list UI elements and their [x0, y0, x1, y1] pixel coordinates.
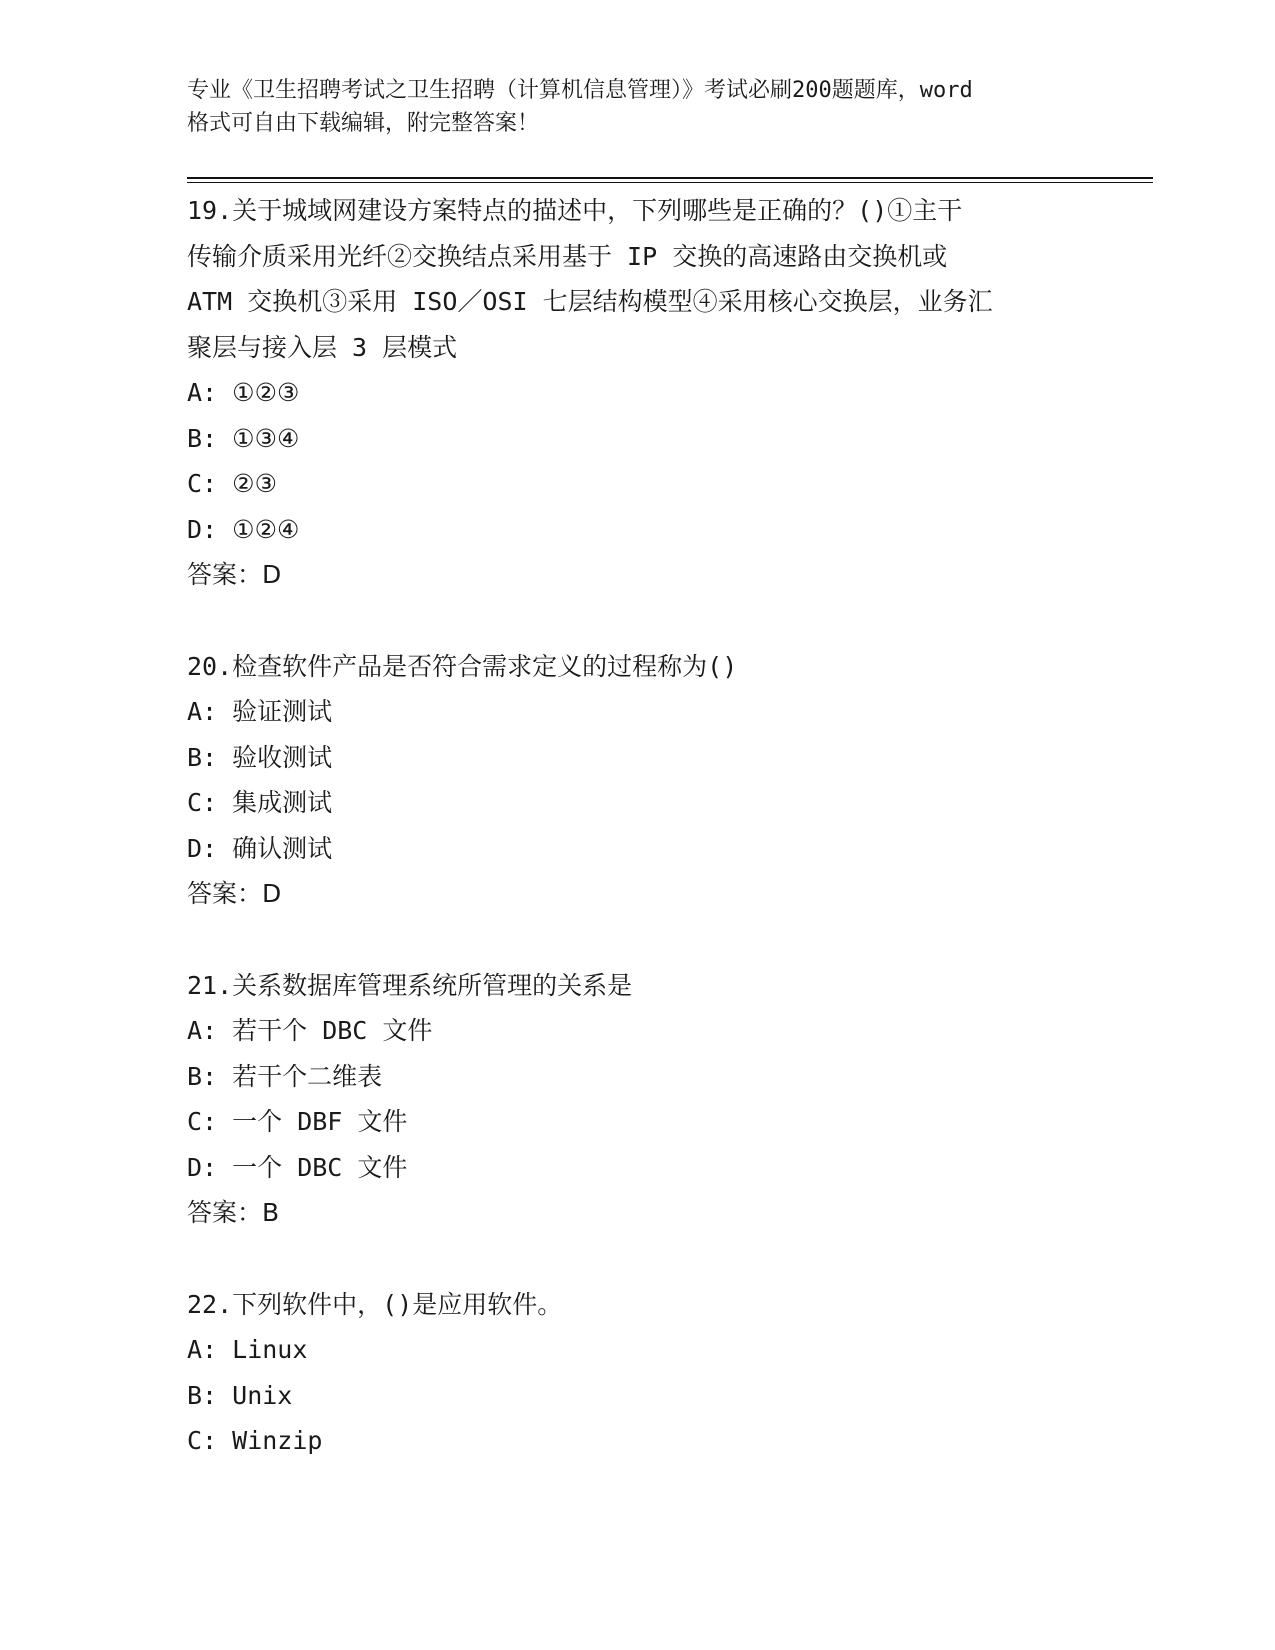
header-line-2: 格式可自由下载编辑，附完整答案！	[187, 111, 540, 136]
option-b: B: Unix	[187, 1380, 293, 1410]
question-stem	[187, 188, 1067, 370]
question-stem-line: 21.关系数据库管理系统所管理的关系是	[187, 970, 633, 1000]
option-a: A: Linux	[187, 1335, 308, 1364]
question-22	[187, 1282, 1147, 1464]
option-a: A: ①②③	[187, 378, 300, 407]
answer: 答案：B	[187, 1198, 280, 1227]
answer: 答案：D	[187, 879, 282, 908]
header-divider-thin	[187, 182, 1153, 183]
question-stem	[187, 644, 1067, 690]
option-b: B: 验收测试	[187, 742, 333, 772]
answer: 答案：D	[187, 560, 282, 589]
question-stem-line: 聚层与接入层 3 层模式	[187, 332, 458, 362]
question-stem-line: 22.下列软件中，()是应用软件。	[187, 1289, 563, 1319]
option-c: C: 一个 DBF 文件	[187, 1107, 408, 1136]
question-19	[187, 188, 1147, 598]
question-stem	[187, 1282, 1067, 1328]
option-d: D: 一个 DBC 文件	[187, 1152, 408, 1182]
question-list	[187, 188, 1147, 1510]
option-c: C: Winzip	[187, 1426, 323, 1455]
option-a: A: 验证测试	[187, 697, 333, 726]
option-c: C: ②③	[187, 469, 277, 498]
question-21	[187, 963, 1147, 1236]
option-a: A: 若干个 DBC 文件	[187, 1016, 433, 1045]
document-header	[187, 74, 1087, 140]
option-d: D: ①②④	[187, 514, 300, 544]
question-stem-line: 传输介质采用光纤②交换结点采用基于 IP 交换的高速路由交换机或	[187, 241, 948, 271]
option-b: B: 若干个二维表	[187, 1061, 383, 1091]
question-stem-line: ATM 交换机③采用 ISO／OSI 七层结构模型④采用核心交换层，业务汇	[187, 287, 993, 316]
header-line-1: 专业《卫生招聘考试之卫生招聘（计算机信息管理）》考试必刷200题题库，word	[187, 78, 973, 103]
option-c: C: 集成测试	[187, 788, 333, 817]
header-divider-thick	[187, 177, 1153, 179]
question-stem-line: 19.关于城域网建设方案特点的描述中，下列哪些是正确的？()①主干	[187, 196, 963, 225]
question-stem	[187, 963, 1067, 1009]
option-d: D: 确认测试	[187, 833, 333, 863]
question-20	[187, 644, 1147, 917]
question-stem-line: 20.检查软件产品是否符合需求定义的过程称为()	[187, 651, 738, 681]
option-b: B: ①③④	[187, 423, 300, 453]
